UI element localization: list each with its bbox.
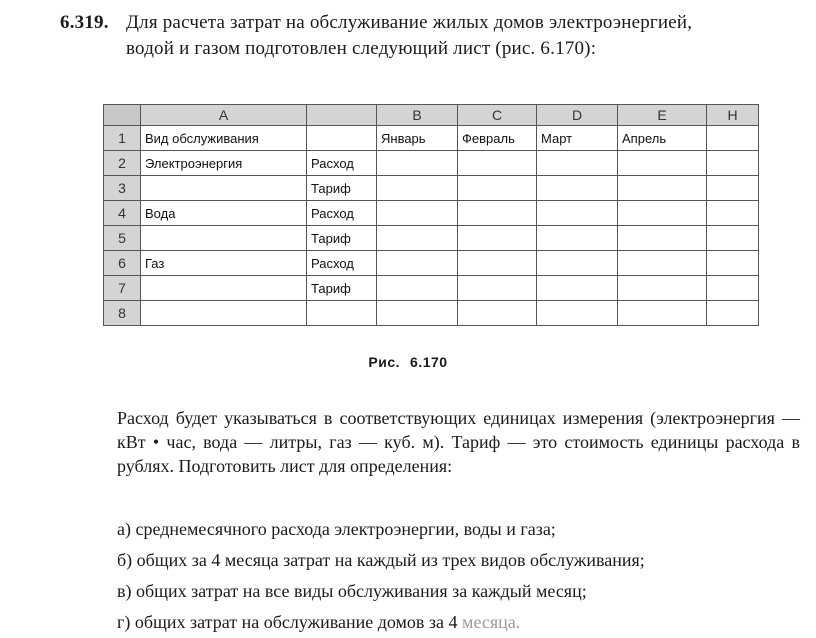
problem-text-line-2: водой и газом подготовлен следующий лист (рис. 6.170): <box>126 38 597 59</box>
table-cell <box>618 301 707 326</box>
table-cell: Электроэнергия <box>141 151 307 176</box>
table-cell: Расход <box>307 151 377 176</box>
row-header: 3 <box>104 176 141 201</box>
table-cell <box>458 151 537 176</box>
table-cell <box>307 126 377 151</box>
table-cell <box>458 251 537 276</box>
task-item: в) общих затрат на все виды обслуживания за каждый месяц; <box>117 581 587 601</box>
table-cell: Февраль <box>458 126 537 151</box>
table-cell <box>458 226 537 251</box>
table-cell <box>537 151 618 176</box>
problem-paragraph: Расход будет указываться в соответствующих единицах измерения (электроэнергия — кВт • час, вода — литры, газ — куб. м). Тариф — это стоимость единицы расхода в рублях. Подготовить лист для определения: <box>117 408 800 476</box>
table-cell: Расход <box>307 201 377 226</box>
table-row <box>104 276 759 301</box>
row-header: 6 <box>104 251 141 276</box>
table-cell <box>377 276 458 301</box>
column-header <box>307 105 377 126</box>
table-cell <box>618 176 707 201</box>
table-cell: Апрель <box>618 126 707 151</box>
table-cell: Вид обслуживания <box>141 126 307 151</box>
column-header: A <box>141 105 307 126</box>
row-header: 4 <box>104 201 141 226</box>
task-item-faded-text: месяца. <box>462 612 521 632</box>
table-cell <box>707 201 759 226</box>
table-cell <box>377 251 458 276</box>
table-cell <box>537 251 618 276</box>
table-cell <box>537 276 618 301</box>
problem-line-1 <box>60 10 800 36</box>
table-cell <box>141 301 307 326</box>
table-cell <box>707 276 759 301</box>
task-item: а) среднемесячного расхода электроэнергии, воды и газа; <box>117 519 556 539</box>
column-header: C <box>458 105 537 126</box>
table-cell <box>707 126 759 151</box>
row-header: 1 <box>104 126 141 151</box>
figure-caption-label: Рис. <box>368 354 401 370</box>
spreadsheet-body <box>104 126 759 326</box>
table-cell <box>707 226 759 251</box>
table-cell <box>458 201 537 226</box>
table-cell: Расход <box>307 251 377 276</box>
corner-cell <box>104 105 141 126</box>
task-item: б) общих за 4 месяца затрат на каждый из трех видов обслуживания; <box>117 550 645 570</box>
table-cell <box>537 301 618 326</box>
table-cell <box>618 251 707 276</box>
row-header: 8 <box>104 301 141 326</box>
table-row <box>104 226 759 251</box>
table-cell <box>537 226 618 251</box>
table-cell <box>537 201 618 226</box>
table-cell: Тариф <box>307 276 377 301</box>
column-header: H <box>707 105 759 126</box>
table-row <box>104 201 759 226</box>
task-item <box>117 607 807 638</box>
table-cell: Вода <box>141 201 307 226</box>
column-header: D <box>537 105 618 126</box>
table-cell <box>618 226 707 251</box>
table-cell <box>707 251 759 276</box>
table-cell <box>618 276 707 301</box>
task-list <box>117 514 807 638</box>
column-header: E <box>618 105 707 126</box>
table-row <box>104 126 759 151</box>
row-header: 5 <box>104 226 141 251</box>
table-cell: Тариф <box>307 176 377 201</box>
table-cell <box>537 176 618 201</box>
problem-statement <box>60 10 800 62</box>
table-row <box>104 301 759 326</box>
table-cell <box>141 176 307 201</box>
table-cell <box>618 201 707 226</box>
table-cell <box>458 301 537 326</box>
table-row <box>104 176 759 201</box>
table-cell: Газ <box>141 251 307 276</box>
table-cell <box>707 151 759 176</box>
spreadsheet-figure <box>103 104 759 326</box>
table-cell <box>458 276 537 301</box>
table-cell: Март <box>537 126 618 151</box>
table-cell: Тариф <box>307 226 377 251</box>
table-cell <box>377 201 458 226</box>
figure-caption-number: 6.170 <box>410 354 448 370</box>
table-row <box>104 151 759 176</box>
table-cell <box>377 226 458 251</box>
task-item-text: г) общих затрат на обслуживание домов за 4 <box>117 612 458 632</box>
problem-number: 6.319. <box>60 12 109 33</box>
table-cell: Январь <box>377 126 458 151</box>
table-cell <box>377 151 458 176</box>
table-cell <box>458 176 537 201</box>
table-cell <box>707 176 759 201</box>
table-cell <box>618 151 707 176</box>
column-header: B <box>377 105 458 126</box>
row-header: 2 <box>104 151 141 176</box>
table-cell <box>377 301 458 326</box>
table-row <box>104 251 759 276</box>
table-cell <box>377 176 458 201</box>
table-cell <box>141 276 307 301</box>
table-cell <box>707 301 759 326</box>
table-cell <box>307 301 377 326</box>
column-header-row <box>104 105 759 126</box>
problem-text-line-1: Для расчета затрат на обслуживание жилых домов электроэнергией, <box>126 12 693 33</box>
table-cell <box>141 226 307 251</box>
figure-caption <box>0 354 816 370</box>
row-header: 7 <box>104 276 141 301</box>
